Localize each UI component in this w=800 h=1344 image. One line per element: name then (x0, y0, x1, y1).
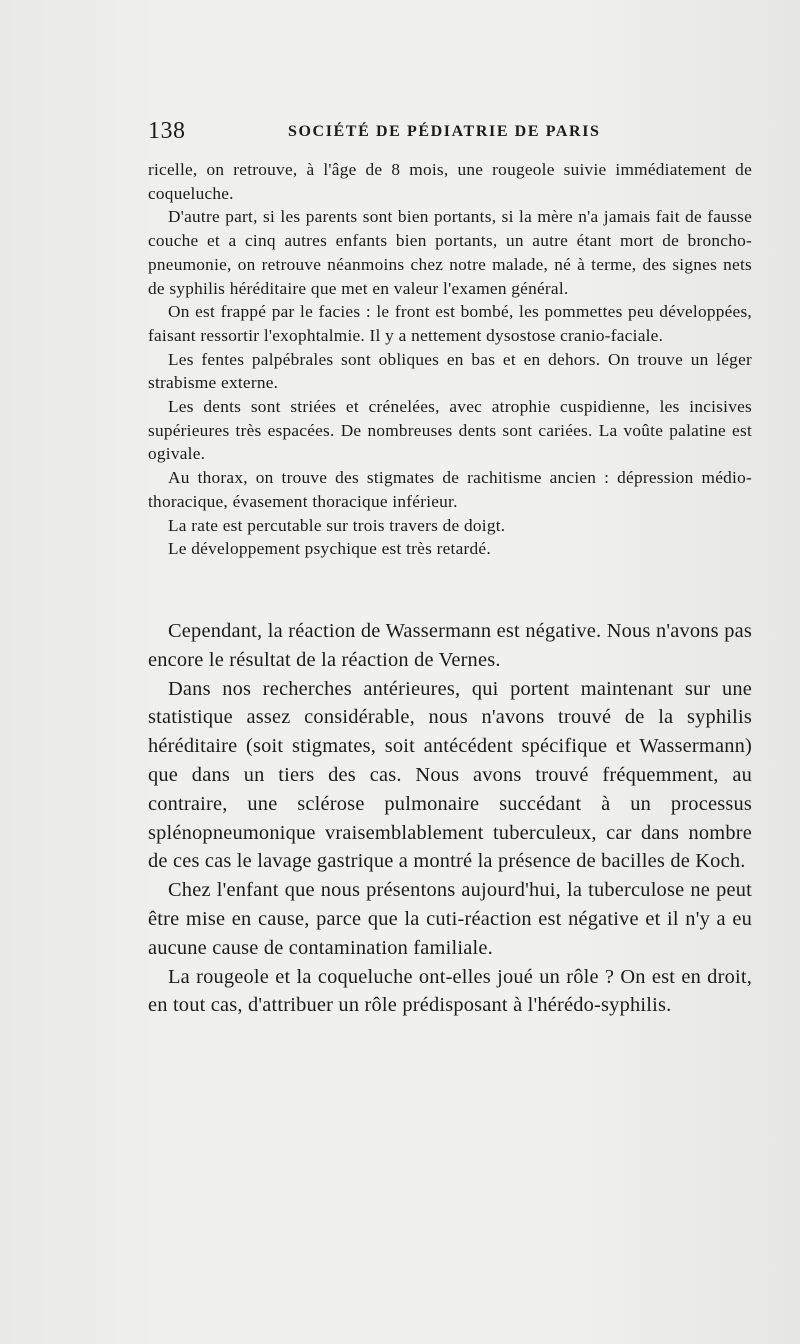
paragraph: Les dents sont striées et crénelées, avec atrophie cuspidienne, les incisives supérieures très espacées. De nombreuses dents sont cariées. La voûte palatine est ogivale. (148, 397, 752, 464)
paragraph: D'autre part, si les parents sont bien portants, si la mère n'a jamais fait de fausse couche et a cinq autres enfants bien portants, un autre étant mort de broncho-pneumonie, on retrouve néanmoins chez notre malade, né à terme, des signes nets de syphilis héréditaire que met en valeur l'examen général. (148, 207, 752, 298)
paragraph: La rougeole et la coqueluche ont-elles joué un rôle ? On est en droit, en tout cas, d'attribuer un rôle prédisposant à l'hérédo-syphilis. (148, 965, 752, 1017)
page-header (148, 118, 752, 148)
case-description (148, 158, 752, 561)
paragraph: Les fentes palpébrales sont obliques en bas et en dehors. On trouve un léger strabisme externe. (148, 349, 752, 393)
paragraph: Cependant, la réaction de Wassermann est négative. Nous n'avons pas encore le résultat de la réaction de Vernes. (148, 620, 752, 671)
discussion (148, 617, 752, 1020)
paragraph: Dans nos recherches antérieures, qui portent maintenant sur une statistique assez considérable, nous n'avons trouvé de la syphilis héréditaire (soit stigmates, soit antécédent spécifique et Wassermann) que dans un tiers des cas. Nous avons trouvé fréquemment, au contraire, une sclérose pulmonaire succédant à un processus splénopneumonique vraisemblablement tuberculeux, car dans nombre de ces cas le lavage gastrique a montré la présence de bacilles de Koch. (148, 677, 752, 873)
paragraph: La rate est percutable sur trois travers de doigt. (168, 515, 506, 535)
page-number: 138 (148, 118, 186, 144)
paragraph: Au thorax, on trouve des stigmates de rachitisme ancien : dépression médio-thoracique, évasement thoracique inférieur. (148, 468, 752, 511)
paragraph: ricelle, on retrouve, à l'âge de 8 mois, une rougeole suivie immédiatement de coqueluche. (148, 160, 752, 203)
running-title: SOCIÉTÉ DE PÉDIATRIE DE PARIS (288, 123, 601, 140)
paragraph: Chez l'enfant que nous présentons aujourd'hui, la tuberculose ne peut être mise en cause, parce que la cuti-réaction est négative et il n'y a eu aucune cause de contamination familiale. (148, 879, 752, 959)
paragraph: Le développement psychique est très retardé. (168, 539, 491, 559)
paragraph: On est frappé par le facies : le front est bombé, les pommettes peu développées, faisant ressortir l'exophtalmie. Il y a nettement dysostose cranio-faciale. (148, 302, 752, 345)
